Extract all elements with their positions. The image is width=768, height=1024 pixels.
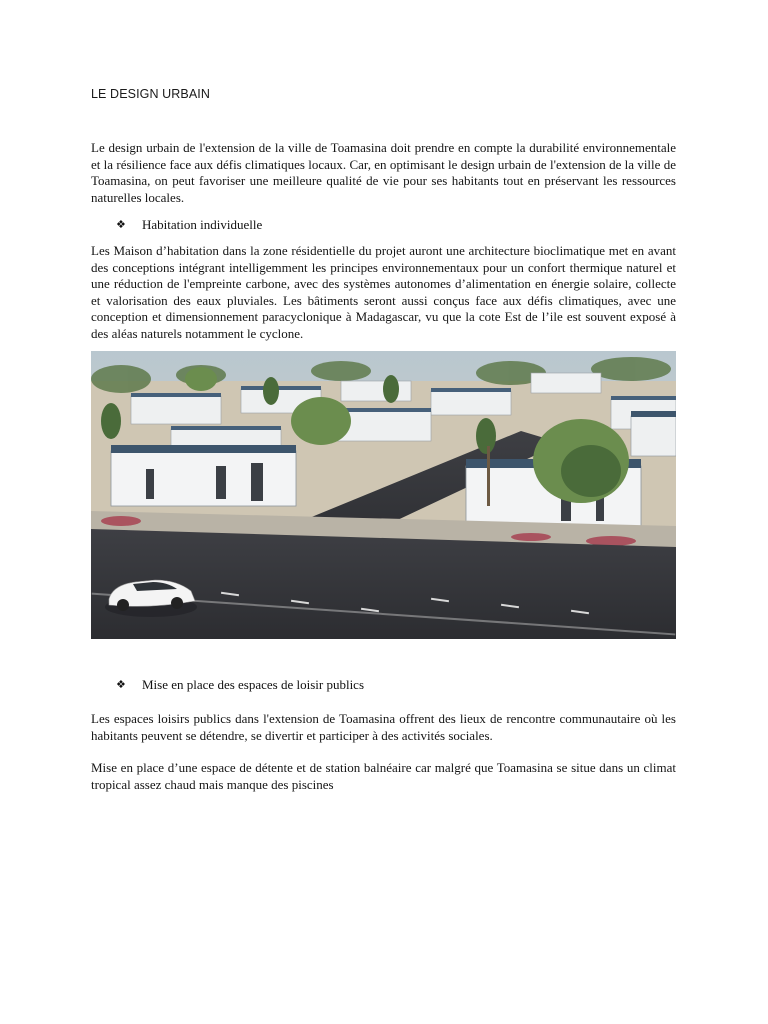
section-loisir-title: Mise en place des espaces de loisir publics — [142, 677, 365, 692]
section-habitation-paragraph: Les Maison d’habitation dans la zone résidentielle du projet auront une architecture bioclimatique met en avant des conceptions intégrant intelligemment les principes environnementaux pour un confort thermique naturel et une réduction de l'empreinte carbone, avec des systèmes autonomes d’alimentation en énergie solaire, collecte et valorisation des eaux pluviales. Les bâtiments seront aussi conçus face aux défis climatiques, avec une conception et dimensionnement paracyclonique à Madagascar, vu que la cote Est de l’ile est souvent exposé à des aléas naturels notamment le cyclone. — [91, 243, 676, 341]
section-loisir-paragraph-1: Les espaces loisirs publics dans l'extension de Toamasina offrent des lieux de rencontre communautaire où les habitants peuvent se détendre, se divertir et participer à des activités sociales. — [91, 711, 676, 743]
section-habitation-title: Habitation individuelle — [142, 217, 263, 232]
diamond-fleuron-icon: ❖ — [116, 678, 126, 691]
page-heading: LE DESIGN URBAIN — [91, 87, 210, 101]
diamond-fleuron-icon: ❖ — [116, 218, 126, 231]
aerial-rendering-illustration — [91, 351, 676, 639]
section-loisir-bullet — [116, 677, 364, 693]
section-habitation-bullet — [116, 217, 262, 233]
section-loisir-paragraph-2: Mise en place d’une espace de détente et de station balnéaire car malgré que Toamasina se situe dans un climat tropical assez chaud mais manque des piscines — [91, 760, 676, 792]
intro-paragraph: Le design urbain de l'extension de la ville de Toamasina doit prendre en compte la durabilité environnementale et la résilience face aux défis climatiques locaux. Car, en optimisant le design urbain de l'extension de la ville de Toamasina, on peut favoriser une meilleure qualité de vie pour ses habitants tout en préservant les ressources naturelles locales. — [91, 140, 676, 205]
residential-rendering-image — [91, 351, 676, 639]
